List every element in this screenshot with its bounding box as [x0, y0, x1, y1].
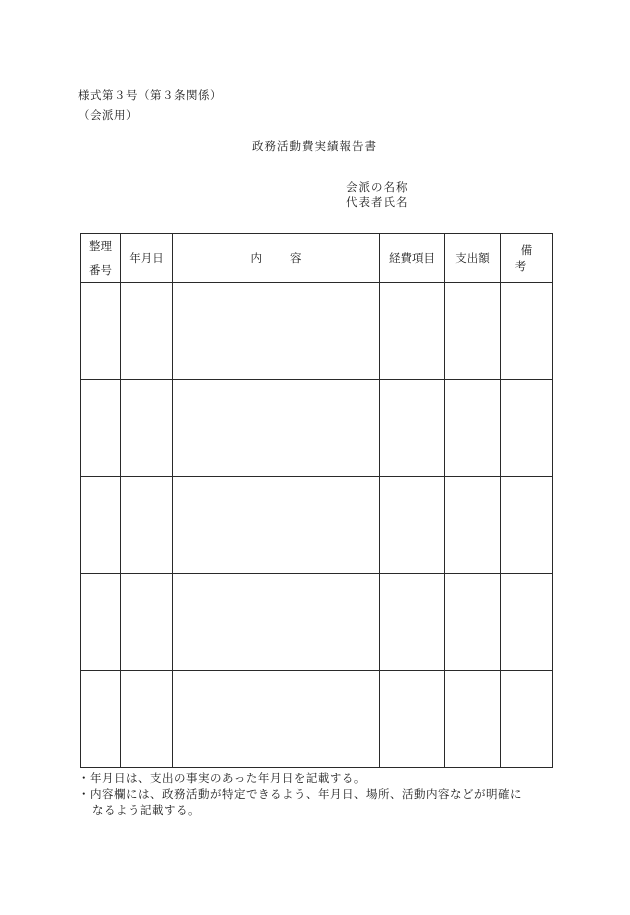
expense-report-table — [80, 233, 553, 768]
table-row — [81, 283, 553, 380]
cell-remarks[interactable] — [501, 671, 553, 768]
table-row — [81, 380, 553, 477]
header-number-line1: 整理 — [89, 239, 112, 253]
cell-number[interactable] — [81, 574, 121, 671]
header-number-line2: 番号 — [89, 263, 112, 277]
header-remarks: 備考 — [501, 234, 553, 283]
cell-date[interactable] — [121, 477, 173, 574]
cell-date[interactable] — [121, 283, 173, 380]
cell-expense-item[interactable] — [380, 477, 445, 574]
cell-remarks[interactable] — [501, 380, 553, 477]
cell-amount[interactable] — [445, 380, 501, 477]
cell-content[interactable] — [173, 283, 380, 380]
cell-content[interactable] — [173, 477, 380, 574]
cell-date[interactable] — [121, 671, 173, 768]
note-content-continued: なるよう記載する。 — [92, 803, 200, 817]
cell-expense-item[interactable] — [380, 574, 445, 671]
cell-amount[interactable] — [445, 671, 501, 768]
table-row — [81, 574, 553, 671]
cell-amount[interactable] — [445, 283, 501, 380]
table-header-row — [81, 234, 553, 283]
header-amount: 支出額 — [445, 234, 501, 283]
cell-content[interactable] — [173, 574, 380, 671]
cell-date[interactable] — [121, 380, 173, 477]
cell-expense-item[interactable] — [380, 671, 445, 768]
usage-label: （会派用） — [78, 108, 138, 122]
table-row — [81, 671, 553, 768]
form-number: 様式第３号（第３条関係） — [78, 88, 222, 102]
cell-number[interactable] — [81, 671, 121, 768]
cell-amount[interactable] — [445, 574, 501, 671]
document-title: 政務活動費実績報告書 — [252, 139, 377, 153]
cell-remarks[interactable] — [501, 574, 553, 671]
representative-name-label: 代表者氏名 — [346, 195, 409, 209]
header-number — [81, 234, 121, 283]
cell-number[interactable] — [81, 380, 121, 477]
header-expense-item: 経費項目 — [380, 234, 445, 283]
cell-number[interactable] — [81, 283, 121, 380]
cell-amount[interactable] — [445, 477, 501, 574]
cell-remarks[interactable] — [501, 283, 553, 380]
faction-name-label: 会派の名称 — [346, 180, 409, 194]
table-row — [81, 477, 553, 574]
note-date: ・年月日は、支出の事実のあった年月日を記載する。 — [78, 771, 366, 785]
note-content: ・内容欄には、政務活動が特定できるよう、年月日、場所、活動内容などが明確に — [78, 787, 522, 801]
cell-date[interactable] — [121, 574, 173, 671]
header-date: 年月日 — [121, 234, 173, 283]
header-content: 内容 — [173, 234, 380, 283]
cell-content[interactable] — [173, 380, 380, 477]
cell-remarks[interactable] — [501, 477, 553, 574]
cell-content[interactable] — [173, 671, 380, 768]
cell-expense-item[interactable] — [380, 283, 445, 380]
cell-expense-item[interactable] — [380, 380, 445, 477]
cell-number[interactable] — [81, 477, 121, 574]
